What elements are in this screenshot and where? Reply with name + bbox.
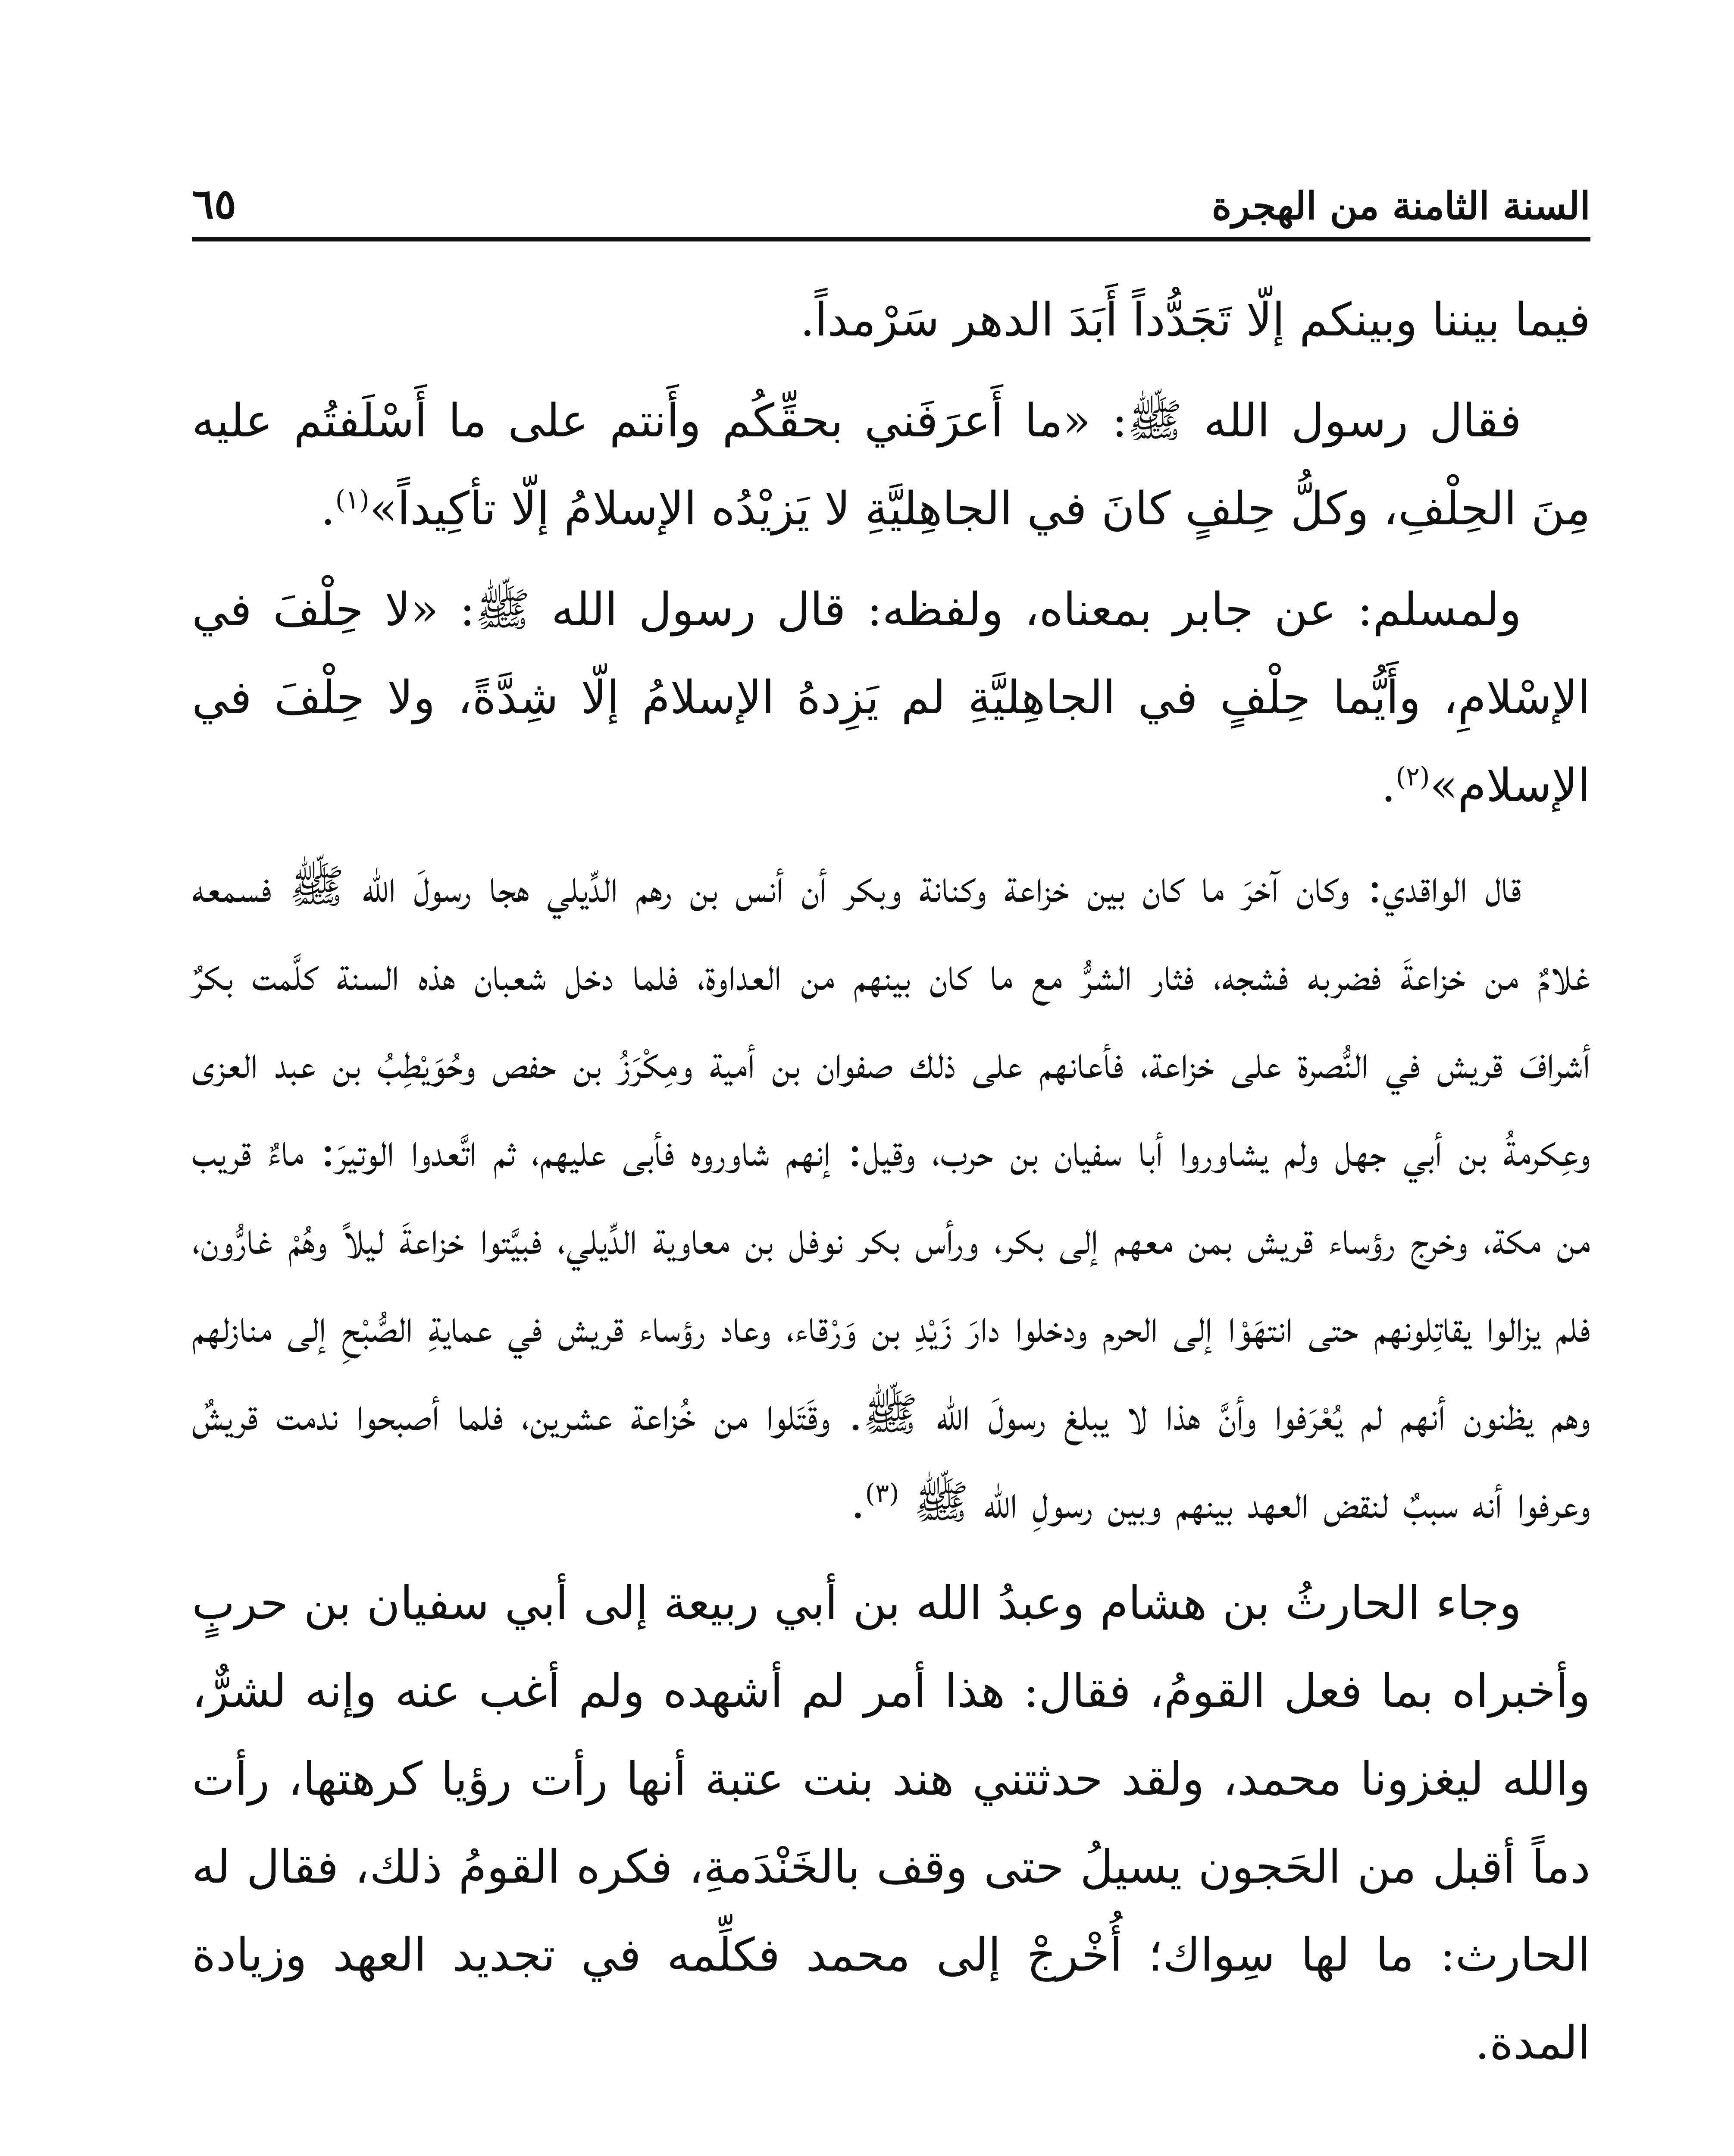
running-header bbox=[192, 160, 1590, 241]
paragraph: فيما بيننا وبينكم إلّا تَجَدُّداً أَبَدَ الدهر سَرْمداً. bbox=[800, 293, 1590, 346]
paragraph: فقال رسول الله ﷺ: «ما أَعرَفَني بحقِّكُم وأَنتم على ما أَسْلَفتُم عليه مِنَ الحِلْفِ، وكلُّ حِلفٍ كانَ في الجاهِليَّةِ لا يَزيْدُه الإسلامُ إلّا تأكِيداً»$^{(١)}$. bbox=[192, 394, 1590, 535]
paragraph: وجاء الحارثُ بن هشام وعبدُ الله بن أبي ربيعة إلى أبي سفيان بن حربٍ وأخبراه بما فعل القومُ، فقال: هذا أمر لم أشهده ولم أغب عنه وإنه لشرٌّ، والله ليغزونا محمد، ولقد حدثتني هند بنت عتبة أنها رأت رؤيا كرهتها، رأت دماً أقبل من الحَجون يسيلُ حتى وقف بالخَنْدَمةِ، فكره القومُ ذلك، فقال له الحارث: ما لها سِواك؛ أُخْرجْ إلى محمد فكلِّمه في تجديد العهد وزيادة المدة. bbox=[192, 1576, 1590, 2069]
footnote-ref: (٢) bbox=[1396, 761, 1430, 792]
paragraph: ولمسلم: عن جابر بمعناه، ولفظه: قال رسول الله ﷺ: «لا حِلْفَ في الإسْلامِ، وأَيُّما حِلْفٍ في الجاهِليَّةِ لم يَزِدهُ الإسلامُ إلّا شِدَّةً، ولا حِلْفَ في الإسلام»$^{(٢)}$. bbox=[192, 583, 1590, 812]
page-number: ٦٥ bbox=[192, 179, 237, 228]
chapter-title: السنة الثامنة من الهجرة bbox=[1211, 183, 1590, 228]
main-text bbox=[192, 276, 1590, 2100]
footnote-ref: (٣) bbox=[865, 1478, 899, 1509]
paragraph: قال الواقدي: وكان آخرَ ما كان بين خزاعة وكنانة وبكر أن أنس بن رهم الدِّيلي هجا رسولَ الله ﷺ فسمعه غلامٌ من خزاعةَ فضربه فشجه، فثار الشرُّ مع ما كان بينهم من العداوة، فلما دخل شعبان هذه السنة كلَّمت بكرٌ أشرافَ قريش في النُّصرة على خزاعة، فأعانهم على ذلك صفوان بن أمية ومِكْرَزُ بن حفص وحُوَيْطِبُ بن عبد العزى وعِكرمةُ بن أبي جهل ولم يشاوروا أبا سفيان بن حرب، وقيل: إنهم شاوروه فأبى عليهم، ثم اتَّعدوا الوتيرَ: ماءٌ قريب من مكة، وخرج رؤساء قريش بمن معهم إلى بكر، ورأس بكر نوفل بن معاوية الدِّيلي، فبيَّتوا خزاعةَ ليلاً وهُمْ غارُّون، فلم يزالوا يقاتِلونهم حتى انتهَوْا إلى الحرم ودخلوا دارَ زَيْدِ بن وَرْقاء، وعاد رؤساء قريش في عمايةِ الصُّبْحِ إلى منازلهم وهم يظنون أنهم لم يُعْرَفوا وأنَّ هذا لا يبلغ رسولَ الله ﷺ. وقَتَلوا من خُزاعة عشرين، فلما أصبحوا ندمت قريشٌ وعرفوا أنه سببٌ لنقض العهد بينهم وبين رسولِ الله ﷺ $^{(٣)}$. bbox=[192, 860, 1590, 1529]
footnote-ref: (١) bbox=[335, 485, 369, 515]
